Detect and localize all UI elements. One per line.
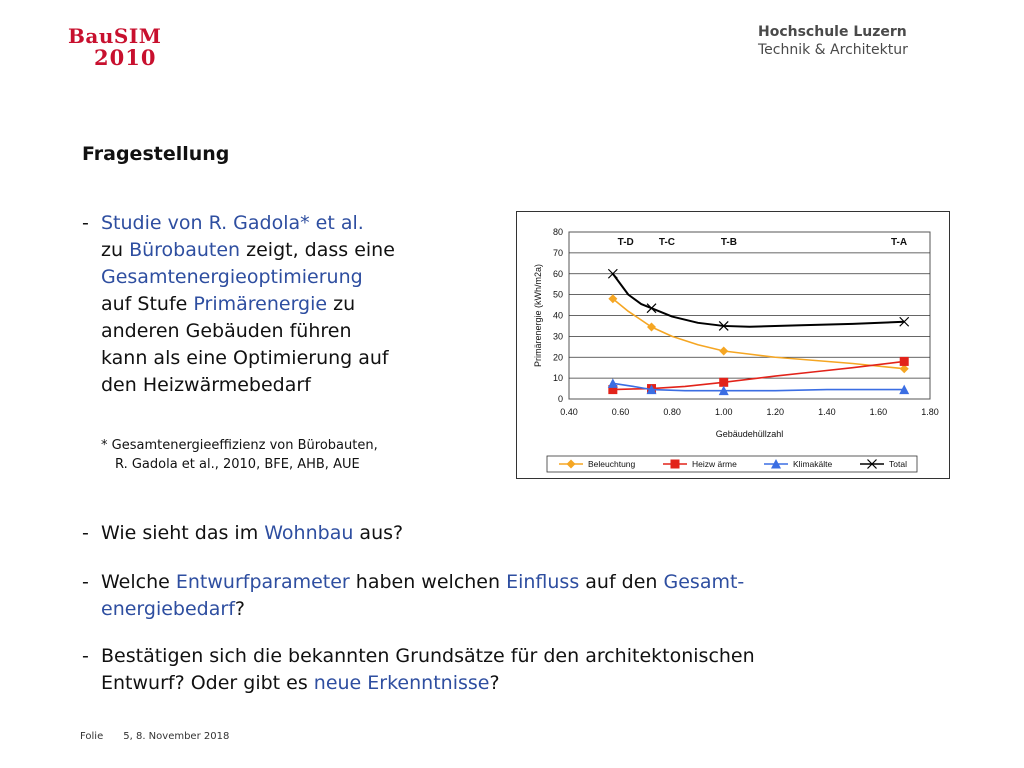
type-label: T-A (891, 237, 908, 248)
footnote (101, 436, 378, 474)
bullet-wohnbau (82, 520, 942, 547)
x-tick-label: 1.20 (766, 407, 785, 417)
y-tick-label: 0 (557, 394, 563, 404)
slide-heading: Fragestellung (82, 143, 230, 165)
x-axis-label: Gebäudehüllzahl (715, 429, 784, 439)
footer (80, 731, 229, 742)
y-tick-label: 40 (552, 310, 563, 321)
y-tick-label: 20 (552, 352, 563, 363)
bullet1-highlight: Primärenergie (193, 293, 328, 315)
institution-logo (758, 24, 908, 59)
institution-line1: Hochschule Luzern (758, 24, 907, 40)
bullet-study (82, 210, 502, 399)
y-axis-label: Primärenergie (kWh/m2a) (533, 263, 543, 368)
bullet2-text: aus? (353, 522, 404, 544)
logo-line1: BauSIM (68, 24, 162, 48)
bullet1-text: zeigt, dass eine (240, 239, 395, 261)
legend-label-total: Total (889, 459, 907, 469)
legend-label-beleuchtung: Beleuchtung (588, 459, 636, 469)
chart-legend (547, 456, 917, 472)
y-tick-label: 30 (552, 331, 563, 342)
bullet3-highlight: Gesamt- (663, 571, 745, 593)
logo-line2: 2010 (94, 45, 157, 70)
bullet1-text: kann als eine Optimierung auf (101, 347, 389, 369)
y-tick-label: 70 (552, 247, 563, 258)
bullet-dash: - (82, 571, 89, 593)
bullet4-highlight: neue Erkenntnisse (313, 672, 490, 694)
x-tick-label: 0.40 (560, 407, 578, 417)
x-tick-label: 1.80 (921, 407, 939, 417)
bullet1-text: Studie von R. Gadola* et al. (101, 212, 364, 234)
bullet3-text: auf den (579, 571, 664, 593)
bullet-dash: - (82, 522, 89, 544)
y-tick-label: 80 (552, 227, 563, 237)
bullet4-text: Bestätigen sich die bekannten Grundsätze für den architektonischen (101, 645, 755, 667)
x-tick-label: 0.80 (663, 407, 681, 417)
legend-label-klimak-lte: Klimakälte (793, 459, 833, 469)
x-tick-label: 1.40 (818, 407, 836, 417)
x-tick-label: 0.60 (611, 407, 630, 417)
bullet3-highlight: Entwurfparameter (175, 571, 350, 593)
x-tick-label: 1.60 (869, 407, 888, 417)
bullet3-text: Welche (101, 571, 176, 593)
bullet3-text: haben welchen (349, 571, 507, 593)
y-tick-label: 50 (552, 289, 563, 300)
bullet1-highlight: Bürobauten (129, 239, 241, 261)
type-label: T-D (617, 237, 634, 248)
bullet4-text: ? (489, 672, 500, 694)
footnote-line1: * Gesamtenergieeffizienz von Bürobauten, (101, 438, 378, 453)
footer-page-date: 5, 8. November 2018 (123, 731, 230, 742)
legend-marker-heizw-rme (671, 460, 680, 469)
bullet-parameters (82, 569, 962, 623)
footnote-line2: R. Gadola et al., 2010, BFE, AHB, AUE (115, 457, 360, 472)
chart-svg (517, 212, 949, 478)
x-tick-label: 1.00 (714, 407, 733, 417)
y-tick-label: 60 (552, 268, 563, 279)
bullet-dash: - (82, 212, 89, 234)
bullet1-text: anderen Gebäuden führen (101, 320, 352, 342)
bullet1-highlight: Gesamtenergieoptimierung (101, 266, 363, 288)
type-label: T-C (658, 237, 676, 248)
bullet3-highlight: Einfluss (506, 571, 580, 593)
legend-label-heizw-rme: Heizw ärme (692, 459, 737, 469)
bullet4-text: Entwurf? Oder gibt es (101, 672, 314, 694)
bullet-dash: - (82, 645, 89, 667)
bausim-logo (68, 26, 161, 68)
bullet1-text: auf Stufe (101, 293, 194, 315)
data-point-heizw-rme (900, 357, 909, 366)
bullet1-text: zu (101, 239, 130, 261)
y-tick-label: 10 (552, 373, 563, 384)
data-point-heizw-rme (719, 378, 728, 387)
bullet3-text: ? (234, 598, 245, 620)
bullet1-text: zu (327, 293, 356, 315)
bullet-principles (82, 643, 982, 697)
energy-chart (516, 211, 950, 479)
footer-label: Folie (80, 731, 104, 742)
bullet3-highlight: energiebedarf (101, 598, 235, 620)
bullet1-text: den Heizwärmebedarf (101, 374, 311, 396)
institution-line2: Technik & Architektur (758, 41, 908, 58)
bullet2-highlight: Wohnbau (264, 522, 354, 544)
type-label: T-B (720, 237, 737, 248)
bullet2-text: Wie sieht das im (101, 522, 265, 544)
